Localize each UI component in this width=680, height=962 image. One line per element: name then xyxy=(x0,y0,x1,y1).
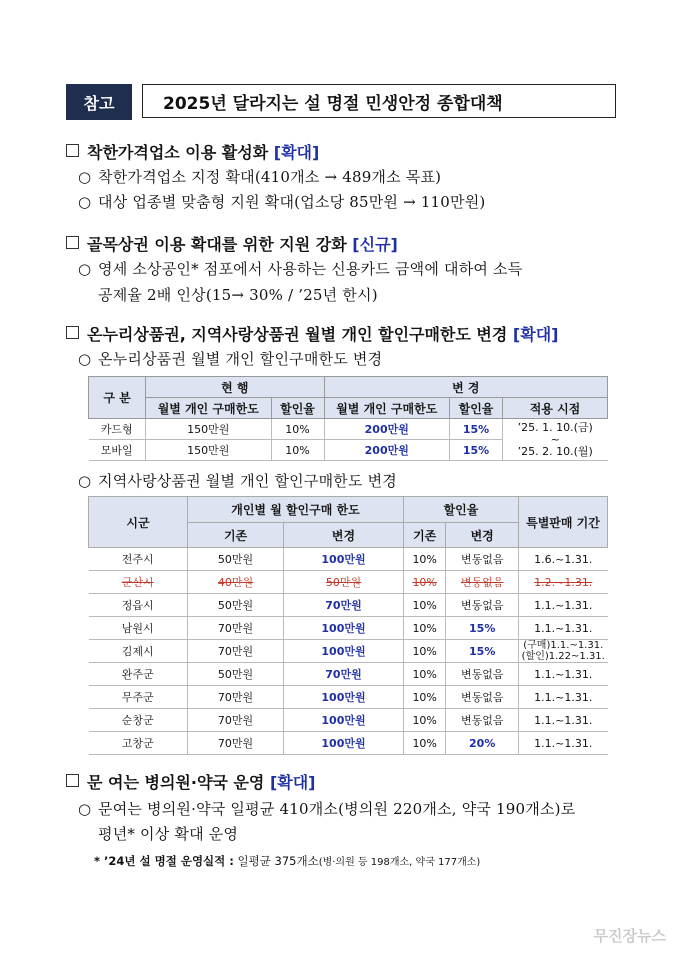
list-item: ○ 착한가격업소 지정 확대(410개소 → 489개소 목표) xyxy=(78,168,442,186)
section-tag: [확대] xyxy=(269,773,316,792)
onnuri-table: 구 분 현 행 변 경 월별 개인 구매한도 할인율 월별 개인 구매한도 할인율 적용 시점 카드형 150만원 10% 200만원 15% ’25. 1. 10.(금) ~ ’25. 2. 10.(월) 모바일 150만원 10% 200만원 15% xyxy=(88,376,608,461)
watermark-logo: 무진장뉴스 xyxy=(593,927,666,945)
list-item: ○ 영세 소상공인* 점포에서 사용하는 신용카드 금액에 대하여 소득 xyxy=(78,260,523,278)
list-item: ○ 문여는 병의원·약국 일평균 410개소(병의원 220개소, 약국 190개소)로 xyxy=(78,800,576,818)
section-tag: [확대] xyxy=(273,143,320,162)
title-bar xyxy=(66,84,618,120)
list-item-continuation: 평년* 이상 확대 운영 xyxy=(98,825,239,843)
reference-tag: 참고 xyxy=(66,84,132,120)
page-title: 2025년 달라지는 설 명절 민생안정 종합대책 xyxy=(142,84,616,118)
table-row: 김제시 70만원 100만원 10% 15% (구매)1.1.~1.31. (할인)1.22~1.31. xyxy=(89,640,608,663)
table-row: 무주군 70만원 100만원 10% 변동없음 1.1.~1.31. xyxy=(89,686,608,709)
section-heading-1: 착한가격업소 이용 활성화 [확대] xyxy=(66,140,319,163)
table-row: 고창군 70만원 100만원 10% 20% 1.1.~1.31. xyxy=(89,732,608,755)
checkbox-square-icon xyxy=(66,144,79,157)
footnote: * ’24년 설 명절 운영실적 : 일평균 375개소(병·의원 등 198개소, 약국 177개소) xyxy=(94,854,481,868)
table-row: 순창군 70만원 100만원 10% 변동없음 1.1.~1.31. xyxy=(89,709,608,732)
list-item-continuation: 공제율 2배 인상(15→ 30% / ’25년 한시) xyxy=(98,286,378,304)
checkbox-square-icon xyxy=(66,236,79,249)
section-tag: [확대] xyxy=(512,325,559,344)
table-row: 정읍시 50만원 70만원 10% 변동없음 1.1.~1.31. xyxy=(89,594,608,617)
section-tag: [신규] xyxy=(352,235,398,254)
list-item: ○ 지역사랑상품권 월별 개인 할인구매한도 변경 xyxy=(78,472,397,490)
table-row: 군산시 40만원 50만원 10% 변동없음 1.2.~1.31. xyxy=(89,571,608,594)
checkbox-square-icon xyxy=(66,774,79,787)
table-row: 모바일 150만원 10% 200만원 15% xyxy=(89,440,608,461)
apply-period: ’25. 1. 10.(금) ~ ’25. 2. 10.(월) xyxy=(503,419,608,461)
section-heading-4: 문 여는 병의원·약국 운영 [확대] xyxy=(66,770,315,793)
section-heading-3: 온누리상품권, 지역사랑상품권 월별 개인 할인구매한도 변경 [확대] xyxy=(66,322,558,345)
local-voucher-table: 시군 개인별 월 할인구매 한도 할인율 특별판매 기간 기존 변경 기존 변경 전주시 50만원 100만원 10% 변동없음 1.6.~1.31. 군산시 40만원 50만원 10% 변동없음 1.2.~1.31. 정읍시 50만원 70만원 10% 변동없음 1.1.~1.31. 남원시 70만원 100만원 10% 15% 1.1.~1.31. 김제시 70만원 100만원 10% 15% (구매)1.1.~1.31. (할인)1.22~1.31. 완주군 50만원 70만원 10% 변동없음 1.1.~1.31. 무주군 70만원 100만원 10% 변동없음 1.1.~1.31. 순창군 70만원 100만원 10% 변동없음 1.1.~1.31. 고창군 70만원 100만원 10% 20% 1.1.~1.31. xyxy=(88,496,608,755)
section-heading-2: 골목상권 이용 확대를 위한 지원 강화 [신규] xyxy=(66,232,398,255)
table-row: 완주군 50만원 70만원 10% 변동없음 1.1.~1.31. xyxy=(89,663,608,686)
table-row: 전주시 50만원 100만원 10% 변동없음 1.6.~1.31. xyxy=(89,548,608,571)
list-item: ○ 온누리상품권 월별 개인 할인구매한도 변경 xyxy=(78,350,383,368)
checkbox-square-icon xyxy=(66,326,79,339)
table-row: 카드형 150만원 10% 200만원 15% ’25. 1. 10.(금) ~ ’25. 2. 10.(월) xyxy=(89,419,608,440)
list-item: ○ 대상 업종별 맞춤형 지원 확대(업소당 85만원 → 110만원) xyxy=(78,193,486,211)
table-row: 남원시 70만원 100만원 10% 15% 1.1.~1.31. xyxy=(89,617,608,640)
